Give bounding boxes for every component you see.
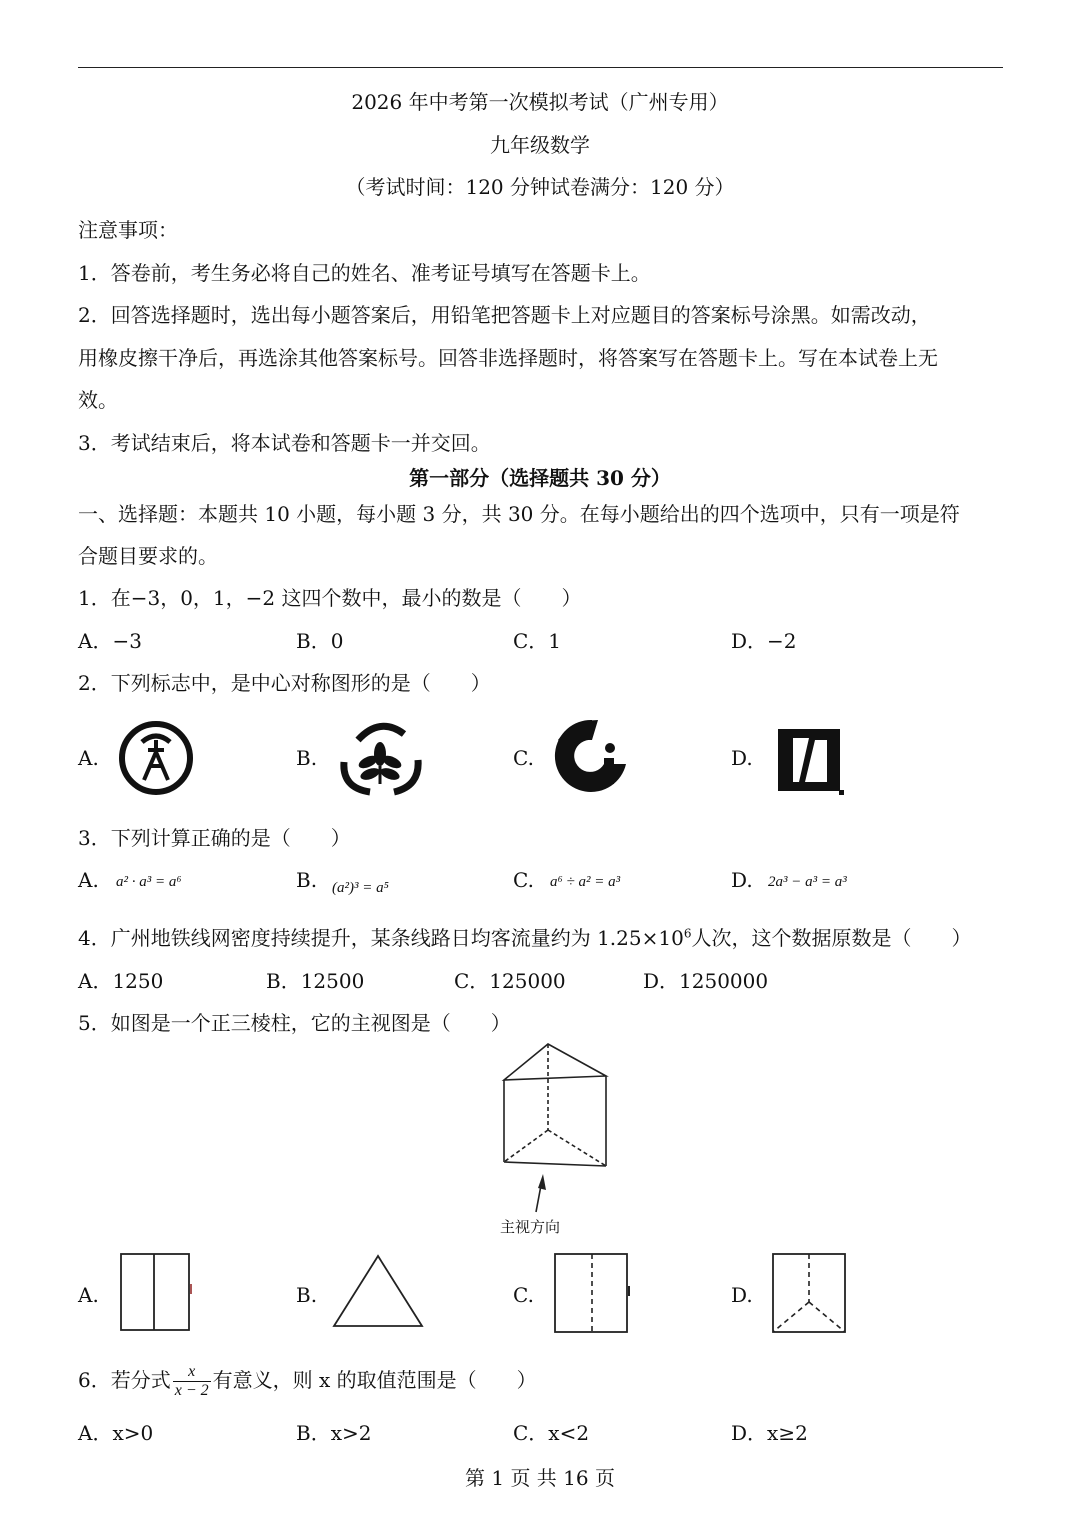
question-5-label-a[interactable]: A. bbox=[78, 1283, 99, 1307]
question-6-stem bbox=[78, 1362, 537, 1400]
exam-title: 2026 年中考第一次模拟考试（广州专用） bbox=[351, 90, 729, 114]
question-3-stem: 3．下列计算正确的是（ ） bbox=[78, 826, 351, 850]
question-3-label-c[interactable]: C. bbox=[513, 868, 534, 892]
question-6-option-a[interactable]: A．x>0 bbox=[78, 1421, 154, 1445]
question-3-expression-a: a² · a³ = a⁶ bbox=[116, 874, 182, 890]
question-1-option-d[interactable]: D．−2 bbox=[731, 629, 797, 653]
question-1-option-a[interactable]: A．−3 bbox=[78, 629, 142, 653]
logo-b-icon bbox=[338, 718, 424, 798]
header-rule bbox=[78, 67, 1003, 68]
view-c-figure bbox=[552, 1252, 632, 1336]
view-direction-caption: 主视方向 bbox=[500, 1218, 561, 1236]
question-1-stem: 1．在−3，0，1，−2 这四个数中，最小的数是（ ） bbox=[78, 586, 582, 610]
question-2-label-b[interactable]: B. bbox=[296, 746, 318, 770]
fraction-expression bbox=[173, 1363, 211, 1400]
part1-intro-line-2: 合题目要求的。 bbox=[78, 544, 218, 568]
question-5-label-b[interactable]: B. bbox=[296, 1283, 318, 1307]
question-2-label-c[interactable]: C. bbox=[513, 746, 534, 770]
question-4-stem-after: 人次，这个数据原数是（ ） bbox=[691, 926, 972, 950]
question-1-option-c[interactable]: C．1 bbox=[513, 629, 562, 653]
fraction-numerator: x bbox=[173, 1363, 211, 1382]
question-4-option-b[interactable]: B．12500 bbox=[266, 969, 365, 993]
exam-info: （考试时间：120 分钟试卷满分：120 分） bbox=[345, 175, 735, 199]
question-3-expression-d: 2a³ − a³ = a³ bbox=[768, 874, 847, 890]
notice-item-3: 3．考试结束后，将本试卷和答题卡一并交回。 bbox=[78, 431, 491, 455]
question-4-option-a[interactable]: A．1250 bbox=[78, 969, 164, 993]
question-4-stem-exponent: 6 bbox=[683, 926, 692, 941]
notice-heading: 注意事项： bbox=[78, 218, 178, 242]
logo-d-icon bbox=[775, 726, 847, 798]
question-6-option-b[interactable]: B．x>2 bbox=[296, 1421, 372, 1445]
part1-intro-line-1: 一、选择题：本题共 10 小题，每小题 3 分，共 30 分。在每小题给出的四个选项中，只有一项是符 bbox=[78, 502, 960, 526]
question-2-stem: 2．下列标志中，是中心对称图形的是（ ） bbox=[78, 671, 491, 695]
question-5-stem: 5．如图是一个正三棱柱，它的主视图是（ ） bbox=[78, 1011, 511, 1035]
notice-item-2-line-1: 2．回答选择题时，选出每小题答案后，用铅笔把答题卡上对应题目的答案标号涂黑。如需改动， bbox=[78, 303, 931, 327]
question-4-option-c[interactable]: C．125000 bbox=[454, 969, 566, 993]
question-3-label-a[interactable]: A. bbox=[78, 868, 99, 892]
part1-heading: 第一部分（选择题共 30 分） bbox=[409, 466, 671, 490]
question-2-label-a[interactable]: A. bbox=[78, 746, 99, 770]
question-3-label-b[interactable]: B. bbox=[296, 868, 318, 892]
notice-item-2-line-3: 效。 bbox=[78, 388, 118, 412]
question-3-expression-c: a⁶ ÷ a² = a³ bbox=[550, 874, 621, 890]
question-6-stem-after: 有意义，则 x 的取值范围是（ ） bbox=[212, 1368, 537, 1392]
logo-c-icon bbox=[552, 716, 630, 796]
notice-item-1: 1．答卷前，考生务必将自己的姓名、准考证号填写在答题卡上。 bbox=[78, 261, 651, 285]
question-4-stem bbox=[78, 922, 971, 951]
question-3-label-d[interactable]: D. bbox=[731, 868, 753, 892]
question-6-option-d[interactable]: D．x≥2 bbox=[731, 1421, 808, 1445]
page-number: 第 1 页 共 16 页 bbox=[465, 1466, 615, 1490]
fraction-denominator: x − 2 bbox=[174, 1382, 209, 1399]
question-2-label-d[interactable]: D. bbox=[731, 746, 753, 770]
view-a-figure bbox=[118, 1252, 194, 1334]
question-1-option-b[interactable]: B．0 bbox=[296, 629, 344, 653]
exam-subtitle: 九年级数学 bbox=[490, 133, 590, 157]
question-4-stem-before: 4．广州地铁线网密度持续提升，某条线路日均客流量约为 1.25×10 bbox=[78, 926, 684, 950]
question-3-expression-b: (a²)³ = a⁵ bbox=[332, 880, 389, 896]
question-6-stem-before: 6．若分式 bbox=[78, 1368, 171, 1392]
logo-a-icon bbox=[118, 720, 198, 796]
question-5-label-d[interactable]: D. bbox=[731, 1283, 753, 1307]
notice-item-2-line-2: 用橡皮擦干净后，再选涂其他答案标号。回答非选择题时，将答案写在答题卡上。写在本试卷上无 bbox=[78, 346, 938, 370]
question-5-label-c[interactable]: C. bbox=[513, 1283, 534, 1307]
triangular-prism-figure bbox=[498, 1040, 618, 1220]
question-4-option-d[interactable]: D．1250000 bbox=[643, 969, 769, 993]
question-6-option-c[interactable]: C．x<2 bbox=[513, 1421, 590, 1445]
view-d-figure bbox=[770, 1252, 848, 1336]
view-b-figure bbox=[330, 1252, 426, 1330]
